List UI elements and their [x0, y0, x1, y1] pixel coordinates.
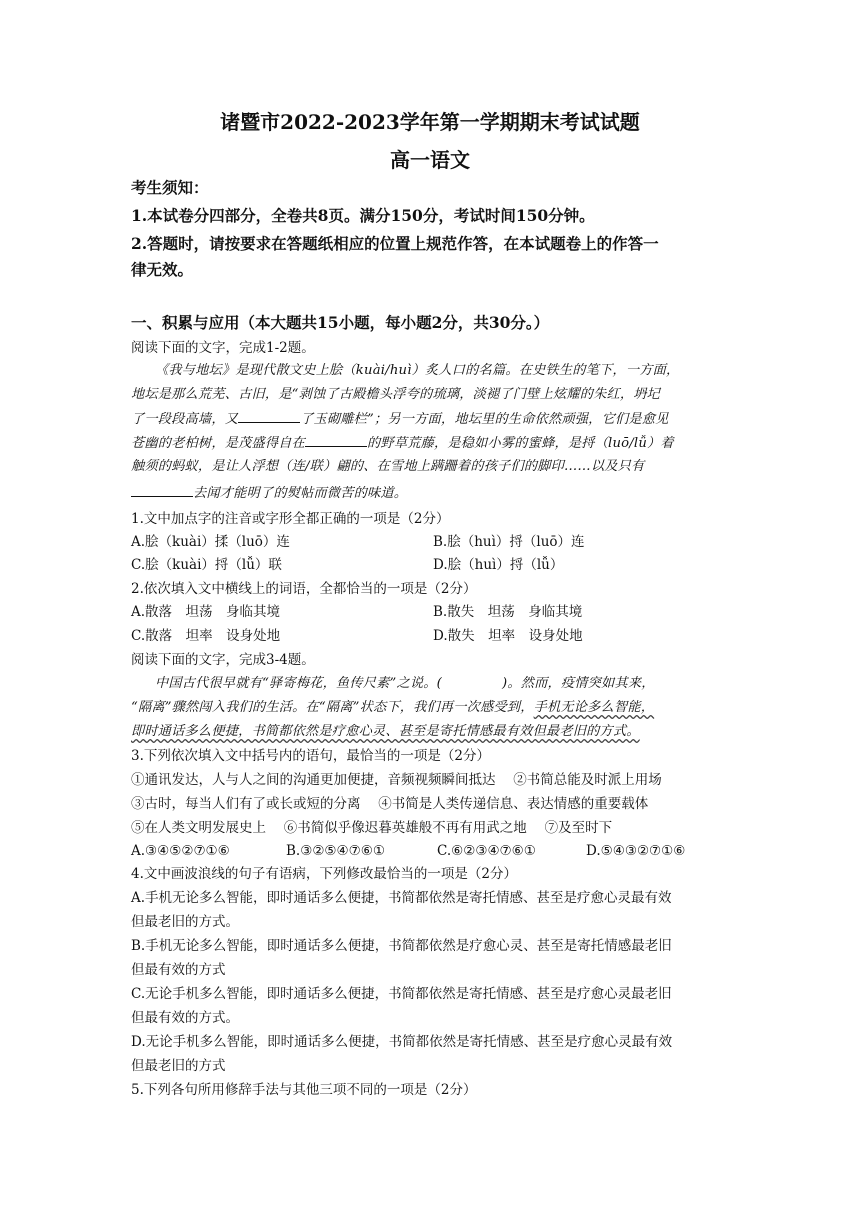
passage-1-line-4-part-1: 苍幽的老柏树，是茂盛得自在 — [131, 436, 306, 451]
exam-title: 诸暨市2022-2023学年第一学期期末考试试题 — [220, 110, 640, 134]
exam-subject: 高一语文 — [390, 148, 470, 172]
passage-2-line-3 — [131, 722, 640, 742]
passage-1-line-3-part-2: 了玉砌雕栏”；另一方面，地坛里的生命依然顽强，它们是愈见 — [300, 412, 669, 427]
question-4-option-a-line-1: A.手机无论多么智能，即时通话多么便捷，书简都依然是寄托情感、甚至是疗愈心灵最有效 — [131, 890, 672, 906]
question-1-option-b: B.脍（huì）捋（luō）连 — [433, 534, 585, 550]
question-4-option-c-line-1: C.无论手机多么智能，即时通话多么便捷，书简都依然是寄托情感、甚至是疗愈心灵最老旧 — [131, 986, 672, 1002]
passage-1-line-4-part-2: 的野草荒藤，是稳如小雾的蜜蜂，是捋（luō/lǚ）着 — [367, 436, 674, 451]
passage-2-line-1 — [155, 674, 655, 694]
question-4-option-a-line-2: 但最老旧的方式。 — [131, 914, 239, 930]
passage-2-line-1-part-2: )。然而，疫情突如其来， — [501, 676, 655, 691]
question-4-option-d-line-1: D.无论手机多么智能，即时通话多么便捷，书简都依然是寄托情感、甚至是疗愈心灵最有效 — [131, 1034, 673, 1050]
question-3-option-c: C.⑥②③④⑦⑥① — [437, 843, 536, 859]
section-1-heading: 一、积累与应用（本大题共15小题，每小题2分，共30分。） — [131, 313, 550, 332]
notice-item-2-line-2: 律无效。 — [131, 260, 194, 279]
question-3: 3.下列依次填入文中括号内的语句，最恰当的一项是（2分） — [131, 748, 490, 764]
question-1-option-c: C.脍（kuài）捋（lǚ）联 — [131, 557, 282, 573]
passage-1-line-4 — [131, 433, 674, 454]
question-4-option-b-line-1: B.手机无论多么智能，即时通话多么便捷，书简都依然是疗愈心灵、甚至是寄托情感最老旧 — [131, 938, 672, 954]
question-3-sentences-line-1: ①通讯发达，人与人之间的沟通更加便捷，音频视频瞬间抵达 ②书简总能及时派上用场 — [131, 772, 662, 788]
fill-blank-1 — [238, 409, 300, 423]
passage-1-line-6 — [131, 483, 407, 504]
question-4: 4.文中画波浪线的句子有语病，下列修改最恰当的一项是（2分） — [131, 866, 517, 882]
notice-item-2-line-1: 2.答题时，请按要求在答题纸相应的位置上规范作答，在本试题卷上的作答一 — [131, 234, 659, 253]
question-2-option-a: A.散落 坦荡 身临其境 — [131, 604, 281, 620]
question-3-sentences-line-3: ⑤在人类文明发展史上 ⑥书简似乎像迟暮英雄般不再有用武之地 ⑦及至时下 — [131, 820, 613, 836]
passage-2-intro: 阅读下面的文字，完成3-4题。 — [131, 652, 315, 668]
passage-2-line-1-part-1: 中国古代很早就有“驿寄梅花，鱼传尺素”之说。( — [155, 676, 442, 691]
question-3-option-b: B.③②⑤④⑦⑥① — [286, 843, 385, 859]
passage-1-line-6-text: 去闻才能明了的熨帖而微苦的味道。 — [193, 486, 408, 501]
passage-1-line-2: 地坛是那么荒芜、古旧，是“剥蚀了古殿檐头浮夸的琉璃，淡褪了门壁上炫耀的朱红，坍圮 — [131, 387, 661, 402]
question-2-option-d: D.散失 坦率 设身处地 — [433, 628, 583, 644]
question-5: 5.下列各句所用修辞手法与其他三项不同的一项是（2分） — [131, 1082, 477, 1098]
fill-blank-3 — [131, 483, 193, 497]
wavy-underlined-sentence-2: 即时通话多么便捷，书简都依然是疗愈心灵、甚至是寄托情感最有效但最老旧的方式。 — [131, 724, 640, 739]
question-4-option-d-line-2: 但最老旧的方式 — [131, 1058, 226, 1074]
question-3-option-d: D.⑤④③②⑦①⑥ — [586, 843, 686, 859]
question-3-sentences-line-2: ③古时，每当人们有了或长或短的分离 ④书简是人类传递信息、表达情感的重要载体 — [131, 796, 649, 812]
passage-1-line-5: 触须的蚂蚁，是让人浮想（连/联）翩的、在雪地上蹒跚着的孩子们的脚印……以及只有 — [131, 459, 645, 474]
passage-1-line-3-part-1: 了一段段高墙，又 — [131, 412, 239, 427]
question-4-option-c-line-2: 但最有效的方式。 — [131, 1010, 239, 1026]
notice-heading: 考生须知： — [131, 178, 209, 197]
question-2-option-c: C.散落 坦率 设身处地 — [131, 628, 281, 644]
passage-1-line-3 — [131, 409, 669, 430]
passage-2-line-2 — [131, 698, 654, 718]
passage-1-intro: 阅读下面的文字，完成1-2题。 — [131, 340, 315, 356]
question-4-option-b-line-2: 但最有效的方式 — [131, 962, 226, 978]
question-1: 1.文中加点字的注音或字形全都正确的一项是（2分） — [131, 511, 450, 527]
question-1-option-a: A.脍（kuài）揉（luō）连 — [131, 534, 290, 550]
question-2-option-b: B.散失 坦荡 身临其境 — [433, 604, 583, 620]
question-2: 2.依次填入文中横线上的词语，全都恰当的一项是（2分） — [131, 581, 477, 597]
passage-2-line-2-part-1: “隔离”骤然闯入我们的生活。在“隔离”状态下，我们再一次感受到， — [131, 700, 534, 715]
wavy-underlined-sentence-1: 手机无论多么智能， — [533, 700, 655, 715]
fill-blank-2 — [305, 433, 367, 447]
question-1-option-d: D.脍（huì）捋（lǚ） — [433, 557, 564, 573]
notice-item-1: 1.本试卷分四部分，全卷共8页。满分150分，考试时间150分钟。 — [131, 206, 595, 225]
passage-1-line-1: 《我与地坛》是现代散文史上脍（kuài/huì）炙人口的名篇。在史铁生的笔下，一方面， — [155, 363, 680, 378]
question-3-option-a: A.③④⑤②⑦①⑥ — [131, 843, 230, 859]
